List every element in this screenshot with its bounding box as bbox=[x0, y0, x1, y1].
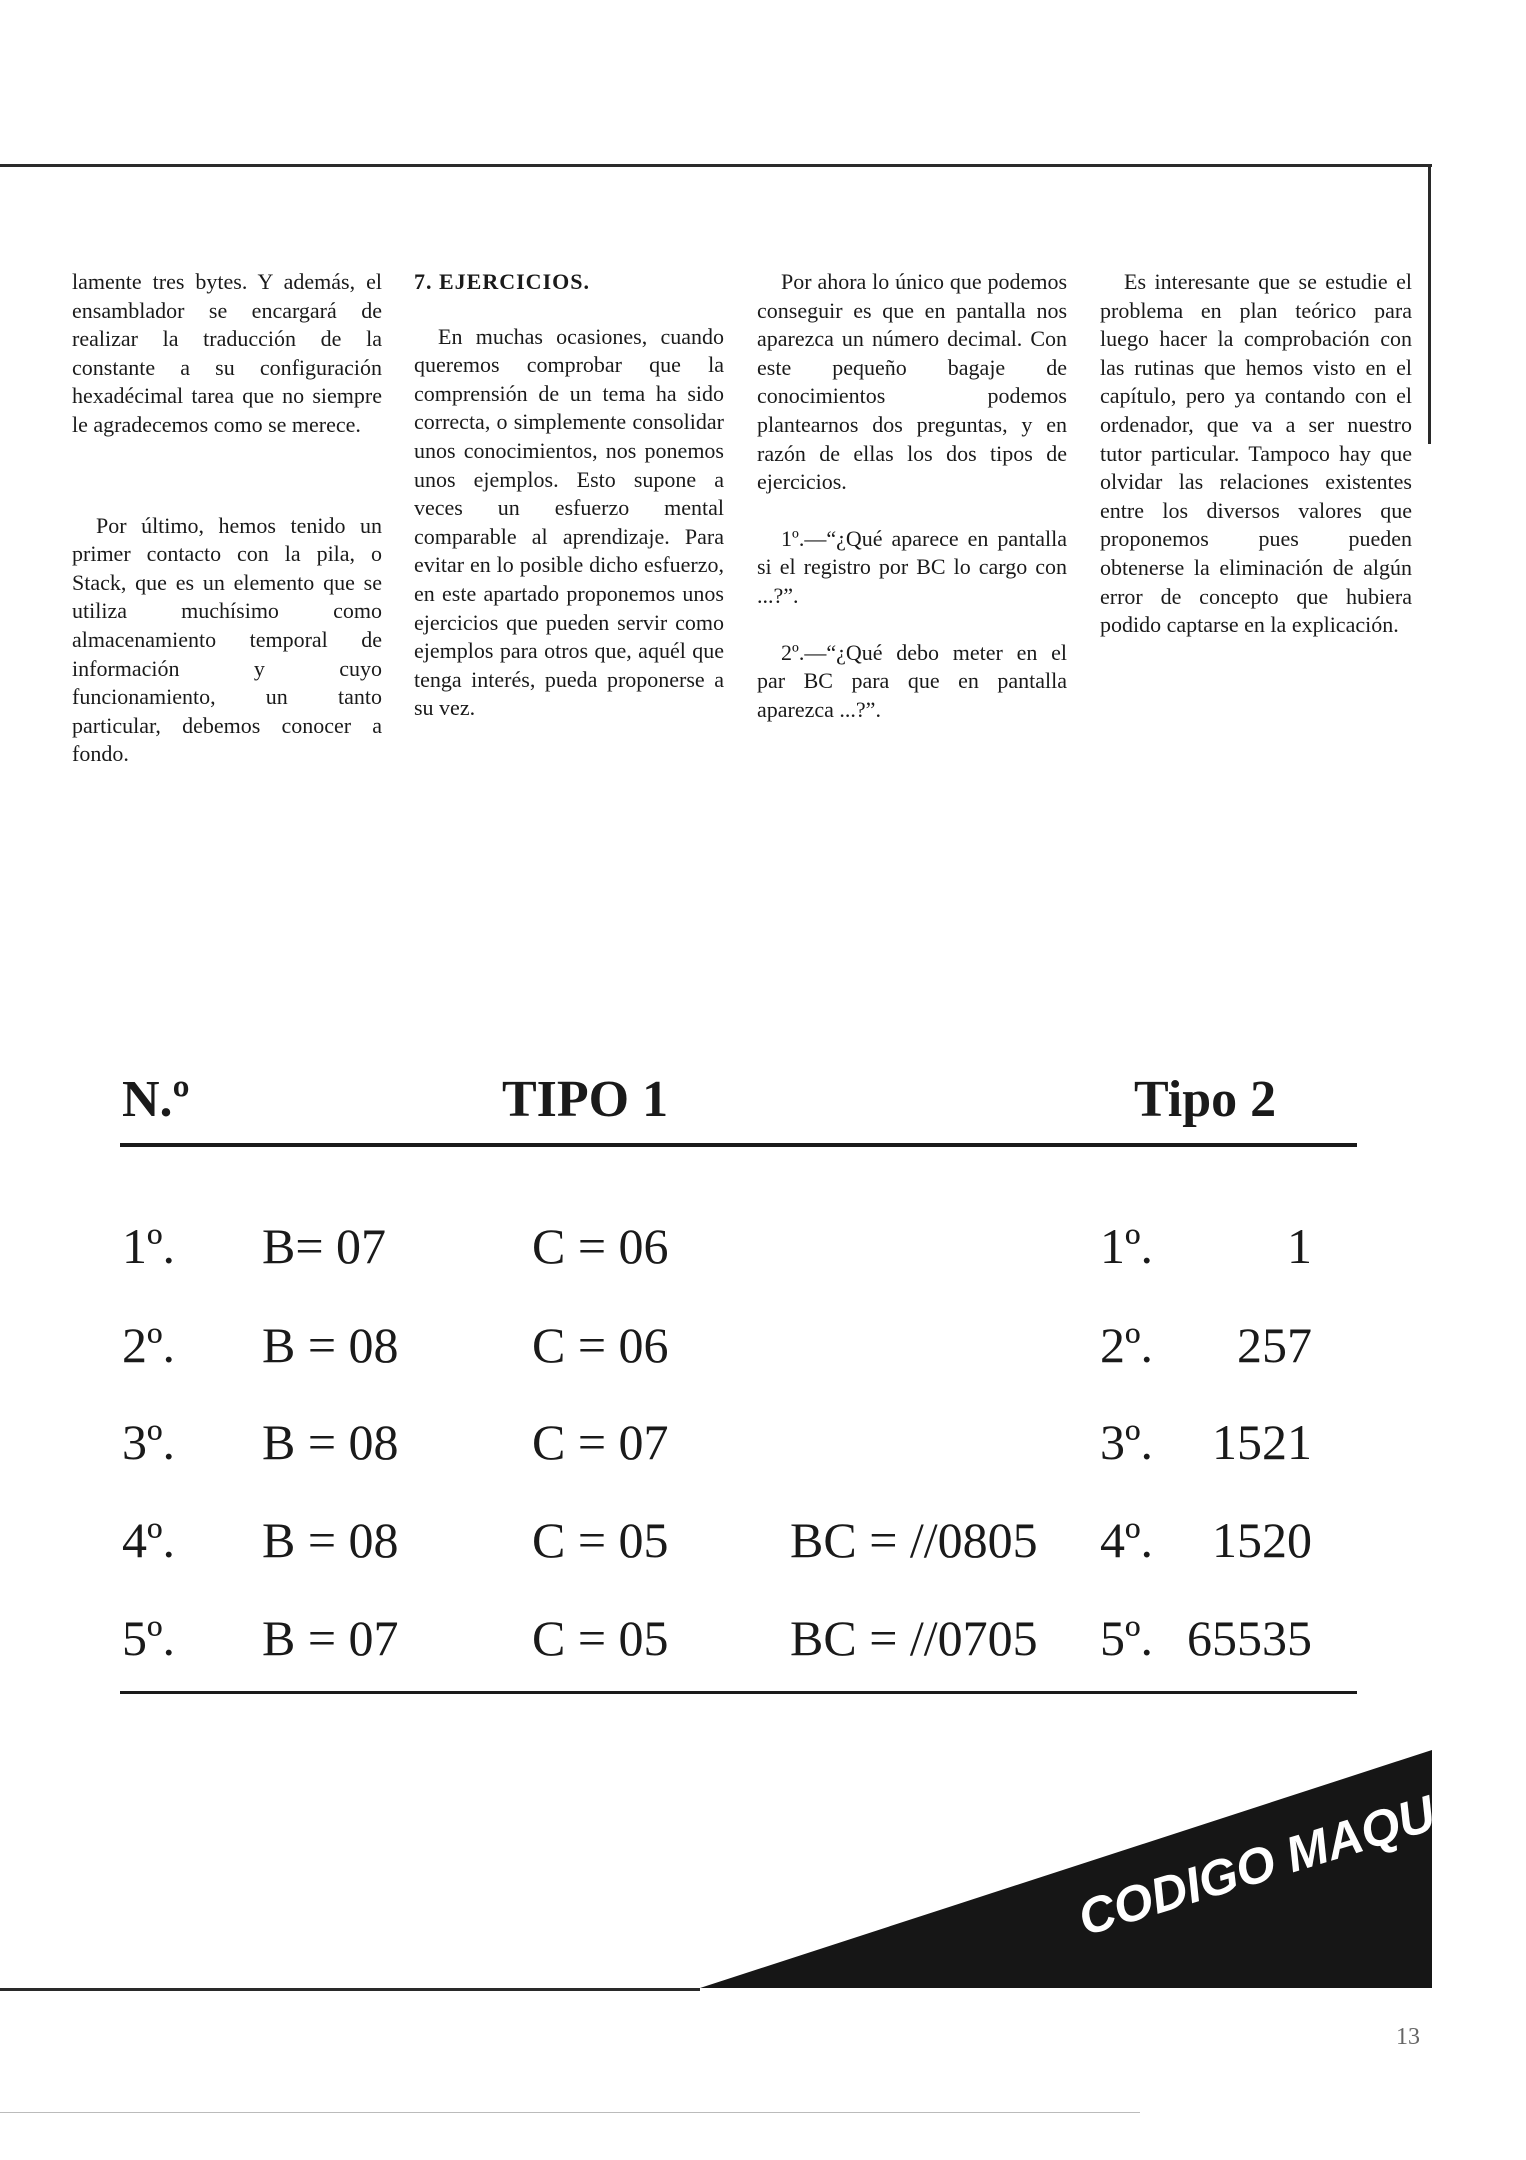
table-row bbox=[0, 1608, 1526, 1668]
tipo2-value: 1520 bbox=[1212, 1512, 1312, 1568]
question-2: 2º.—“¿Qué debo meter en el par BC para que en pantalla aparezca ...?”. bbox=[757, 639, 1067, 722]
top-rule bbox=[0, 164, 1432, 167]
c-value: C = 05 bbox=[532, 1610, 669, 1666]
b-value: B = 08 bbox=[262, 1414, 399, 1470]
question-1: 1º.—“¿Qué aparece en pantalla si el registro por BC lo cargo con ...?”. bbox=[757, 525, 1067, 608]
table-header-tipo2: Tipo 2 bbox=[1134, 1071, 1277, 1128]
table-row bbox=[0, 1412, 1526, 1472]
row-number: 4º. bbox=[122, 1512, 176, 1568]
table-row bbox=[0, 1216, 1526, 1276]
bottom-rule bbox=[0, 1988, 700, 1991]
table-row bbox=[0, 1510, 1526, 1570]
bc-value: BC = //0705 bbox=[790, 1610, 1038, 1666]
bc-value: BC = //0805 bbox=[790, 1512, 1038, 1568]
tipo2-value: 65535 bbox=[1187, 1610, 1312, 1666]
logo-text: CODIGO MAQUINA bbox=[1071, 1759, 1524, 1947]
c-value: C = 06 bbox=[532, 1317, 669, 1373]
paragraph: Por último, hemos tenido un primer contacto con la pila, o Stack, que es un elemento que se utiliza muchísimo como almacenamiento temporal de información y cuyo funcionamiento, un tanto particular, debemos conocer a fondo. bbox=[72, 512, 382, 767]
row-number-tipo2: 2º. bbox=[1100, 1317, 1154, 1373]
row-number: 5º. bbox=[122, 1610, 176, 1666]
row-number: 1º. bbox=[122, 1218, 176, 1274]
paragraph: Es interesante que se estudie el problema en plan teórico para luego hacer la comprobación con las rutinas que hemos visto en el capítulo, pero ya contando con el ordenador, que va a ser nuestro tutor particular. Tampoco hay que olvidar las relaciones existentes entre los diversos valores que proponemos pues pueden obtenerse la eliminación de algún error de concepto que hubiera podido captarse en la explicación. bbox=[1100, 269, 1412, 638]
c-value: C = 05 bbox=[532, 1512, 669, 1568]
paragraph: Por ahora lo único que podemos conseguir es que en pantalla nos aparezca un número decimal. Con este pequeño bagaje de conocimientos podemos plantearnos dos preguntas, y en razón de ellas los dos tipos de ejercicios. bbox=[757, 269, 1067, 495]
row-number-tipo2: 4º. bbox=[1100, 1512, 1154, 1568]
column-4 bbox=[1100, 268, 1412, 640]
column-1 bbox=[72, 268, 382, 769]
row-number-tipo2: 5º. bbox=[1100, 1610, 1154, 1666]
column-3 bbox=[757, 268, 1067, 724]
c-value: C = 06 bbox=[532, 1218, 669, 1274]
table-top-rule bbox=[120, 1143, 1357, 1147]
right-rule bbox=[1428, 164, 1431, 444]
table-header-number: N.º bbox=[122, 1071, 190, 1128]
row-number-tipo2: 3º. bbox=[1100, 1414, 1154, 1470]
paragraph: lamente tres bytes. Y además, el ensamblador se encargará de realizar la traducción de la constante a su configuración hexadécimal tarea que no siempre le agradecemos como se merece. bbox=[72, 269, 382, 437]
b-value: B = 07 bbox=[262, 1610, 399, 1666]
table-bottom-rule bbox=[120, 1691, 1357, 1694]
page-number: 13 bbox=[1396, 2024, 1420, 2050]
b-value: B= 07 bbox=[262, 1218, 387, 1274]
table-header-tipo1: TIPO 1 bbox=[502, 1071, 669, 1128]
tipo2-value: 257 bbox=[1237, 1317, 1312, 1373]
row-number-tipo2: 1º. bbox=[1100, 1218, 1154, 1274]
footer-rule bbox=[0, 2112, 1140, 2113]
section-heading: 7. EJERCICIOS. bbox=[414, 269, 590, 294]
b-value: B = 08 bbox=[262, 1317, 399, 1373]
table-row bbox=[0, 1315, 1526, 1375]
c-value: C = 07 bbox=[532, 1414, 669, 1470]
column-2 bbox=[414, 268, 724, 723]
tipo2-value: 1521 bbox=[1212, 1414, 1312, 1470]
b-value: B = 08 bbox=[262, 1512, 399, 1568]
tipo2-value: 1 bbox=[1287, 1218, 1312, 1274]
codigo-maquina-logo bbox=[0, 1750, 1526, 2010]
row-number: 3º. bbox=[122, 1414, 176, 1470]
paragraph: En muchas ocasiones, cuando queremos comprobar que la comprensión de un tema ha sido correcta, o simplemente consolidar unos conocimientos, nos ponemos unos ejemplos. Esto supone a veces un esfuerzo mental comparable al aprendizaje. Para evitar en lo posible dicho esfuerzo, en este apartado proponemos unos ejercicios que pueden servir como ejemplos para otros que, aquél que tenga interés, pueda proponerse a su vez. bbox=[414, 323, 724, 721]
row-number: 2º. bbox=[122, 1317, 176, 1373]
